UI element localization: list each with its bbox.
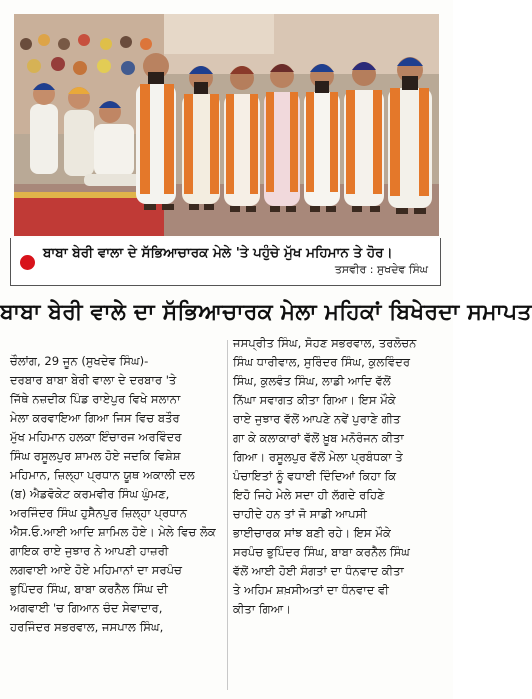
article-line: ਸਰਪੰਚ ਭੁਪਿੰਦਰ ਸਿੰਘ, ਬਾਬਾ ਕਰਨੈਲ ਸਿੰਘ [233,545,410,559]
article-line: ਰਾਏ ਜੁਝਾਰ ਵੱਲੋਂ ਆਪਣੇ ਨਵੇਂ ਪੁਰਾਣੇ ਗੀਤ [233,412,401,426]
article-line: ਚੌਲਾਂਗ, 29 ਜੂਨ (ਸੁਖਦੇਵ ਸਿੰਘ)- [10,354,149,368]
column-divider [227,340,228,690]
caption-bullet-icon [20,255,35,270]
article-line: ਅਰਜਿੰਦਰ ਸਿੰਘ ਹੁਸੈਨਪੁਰ ਜ਼ਿਲ੍ਹਾ ਪ੍ਰਧਾਨ [10,506,187,520]
article-line: ਅਗਵਾਈ 'ਚ ਗਿਆਨ ਚੰਦ ਸੇਵਾਦਾਰ, [10,601,163,615]
article-headline: ਬਾਬਾ ਬੇਰੀ ਵਾਲੇ ਦਾ ਸੱਭਿਆਚਾਰਕ ਮੇਲਾ ਮਹਿਕਾਂ ਬਿਖੇਰਦਾ ਸਮਾਪਤ [0,300,532,325]
article-line: ਲਗਵਾਈ ਆਏ ਹੋਏ ਮਹਿਮਾਨਾਂ ਦਾ ਸਰਪੰਚ [10,563,182,577]
article-line: (ਬ) ਐਡਵੋਕੇਟ ਕਰਮਵੀਰ ਸਿੰਘ ਘੁੰਮਣ, [10,487,170,501]
article-line: ਜਿੱਥੇ ਨਜ਼ਦੀਕ ਪਿੰਡ ਰਾਏਪੁਰ ਵਿਖੇ ਸਲਾਨਾ [10,392,181,406]
article-line: ਸਿੰਘ ਧਾਰੀਵਾਲ, ਸੁਰਿੰਦਰ ਸਿੰਘ, ਕੁਲਵਿੰਦਰ [233,355,411,369]
article-line: ਚਾਹੀਦੇ ਹਨ ਤਾਂ ਜੋ ਸਾਡੀ ਆਪਸੀ [233,507,367,521]
article-line: ਮੇਲਾ ਕਰਵਾਇਆ ਗਿਆ ਜਿਸ ਵਿਚ ਬਤੌਰ [10,411,180,425]
article-line: ਹਰਜਿੰਦਰ ਸਭਰਵਾਲ, ਜਸਪਾਲ ਸਿੰਘ, [10,620,164,634]
article-line: ਦਰਬਾਰ ਬਾਬਾ ਬੇਰੀ ਵਾਲਾ ਦੇ ਦਰਬਾਰ 'ਤੇ [10,373,177,387]
article-line: ਮਹਿਮਾਨ, ਜ਼ਿਲ੍ਹਾ ਪ੍ਰਧਾਨ ਯੂਥ ਅਕਾਲੀ ਦਲ [10,468,195,482]
article-column-right [233,334,444,619]
article-line: ਜਸਪ੍ਰੀਤ ਸਿੰਘ, ਸੋਹਣ ਸਭਰਵਾਲ, ਤਰਲੋਚਨ [233,336,417,350]
article-line: ਭੁਪਿੰਦਰ ਸਿੰਘ, ਬਾਬਾ ਕਰਨੈਲ ਸਿੰਘ ਦੀ [10,582,168,596]
article-line: ਭਾਈਚਾਰਕ ਸਾਂਝ ਬਣੀ ਰਹੇ। ਇਸ ਮੌਕੇ [233,526,391,540]
article-line: ਪੰਚਾਇਤਾਂ ਨੂੰ ਵਧਾਈ ਦਿੰਦਿਆਂ ਕਿਹਾ ਕਿ [233,469,397,483]
article-line: ਗਿਆ। ਰਸੂਲਪੁਰ ਵੱਲੋਂ ਮੇਲਾ ਪ੍ਰਬੰਧਕਾ ਤੇ [233,450,403,464]
article-line: ਕੀਤਾ ਗਿਆ। [233,602,292,616]
article-line: ਤੇ ਅਹਿਮ ਸ਼ਖ਼ਸੀਅਤਾਂ ਦਾ ਧੰਨਵਾਦ ਵੀ [233,583,389,597]
event-photo [14,14,439,236]
article-line: ਸਿੰਘ ਰਸੂਲਪੁਰ ਸ਼ਾਮਲ ਹੋਏ ਜਦਕਿ ਵਿਸ਼ੇਸ਼ [10,449,181,463]
article-line: ਸਿੰਘ, ਕੁਲਵੰਤ ਸਿੰਘ, ਲਾਡੀ ਆਦਿ ਵੱਲੋਂ [233,374,391,388]
article-line: ਗਾ ਕੇ ਕਲਾਕਾਰਾਂ ਵੱਲੋਂ ਖ਼ੂਬ ਮਨੋਰੰਜਨ ਕੀਤਾ [233,431,404,445]
article-line: ਵੱਲੋਂ ਆਈ ਹੋਈ ਸੰਗਤਾਂ ਦਾ ਧੰਨਵਾਦ ਕੀਤਾ [233,564,404,578]
photo-caption [10,238,441,286]
article-line: ਐਸ.ਓ.ਆਈ ਆਦਿ ਸ਼ਾਮਿਲ ਹੋਏ। ਮੇਲੇ ਵਿਚ ਲੋਕ [10,525,216,539]
article-column-left [10,352,222,637]
article-line: ਮੁੱਖ ਮਹਿਮਾਨ ਹਲਕਾ ਇੰਚਾਰਜ ਅਰਵਿੰਦਰ [10,430,182,444]
article-line: ਇਹੋ ਜਿਹੇ ਮੇਲੇ ਸਦਾ ਹੀ ਲੱਗਦੇ ਰਹਿਣੇ [233,488,385,502]
article-line: ਗਾਇਕ ਰਾਏ ਜੁਝਾਰ ਨੇ ਆਪਣੀ ਹਾਜ਼ਰੀ [10,544,169,558]
photo-credit: ਤਸਵੀਰ : ਸੁਖਦੇਵ ਸਿੰਘ [334,263,428,276]
caption-text: ਬਾਬਾ ਬੇਰੀ ਵਾਲਾ ਦੇ ਸੱਭਿਆਚਾਰਕ ਮੇਲੇ 'ਤੇ ਪਹੁੰਚੇ ਮੁੱਖ ਮਹਿਮਾਨ ਤੇ ਹੋਰ। [43,245,393,261]
article-line: ਨਿੱਘਾ ਸਵਾਗਤ ਕੀਤਾ ਗਿਆ। ਇਸ ਮੌਕੇ [233,393,396,407]
